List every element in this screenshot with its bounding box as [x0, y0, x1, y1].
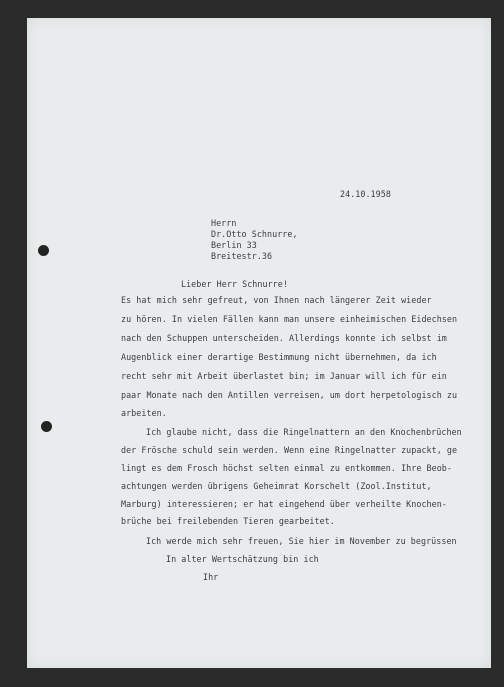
letter-sheet — [27, 18, 491, 668]
para1-line-1: Es hat mich sehr gefreut, von Ihnen nach längerer Zeit wieder — [121, 295, 432, 305]
letter-date: 24.10.1958 — [340, 189, 391, 199]
recipient-line-2: Dr.Otto Schnurre, — [211, 229, 298, 239]
para2-line-3: lingt es dem Frosch höchst selten einmal zu entkommen. Ihre Beob- — [121, 463, 452, 473]
para2-line-4: achtungen werden übrigens Geheimrat Korschelt (Zool.Institut, — [121, 481, 432, 491]
para2-line-6: brüche bei freilebenden Tieren gearbeitet. — [121, 516, 335, 526]
para1-line-2: zu hören. In vielen Fällen kann man unsere einheimischen Eidechsen — [121, 314, 458, 324]
recipient-line-4: Breitestr.36 — [211, 251, 273, 261]
para1-line-7: arbeiten. — [121, 408, 167, 418]
recipient-line-3: Berlin 33 — [211, 240, 257, 250]
recipient-line-1: Herrn — [211, 218, 237, 228]
closing-line: In alter Wertschätzung bin ich — [166, 554, 319, 564]
punch-hole-bottom — [41, 421, 52, 432]
para2-line-2: der Frösche schuld sein werden. Wenn eine Ringelnatter zupackt, ge — [121, 445, 458, 455]
salutation: Lieber Herr Schnurre! — [181, 279, 288, 289]
para2-line-1: Ich glaube nicht, dass die Ringelnattern an den Knochenbrüchen — [146, 427, 462, 437]
para1-line-3: nach den Schuppen unterscheiden. Allerdings konnte ich selbst im — [121, 333, 447, 343]
para1-line-4: Augenblick einer derartige Bestimmung nicht übernehmen, da ich — [121, 352, 437, 362]
para1-line-6: paar Monate nach den Antillen verreisen, um dort herpetologisch zu — [121, 390, 458, 400]
signoff: Ihr — [203, 572, 219, 582]
para3-line: Ich werde mich sehr freuen, Sie hier im November zu begrüssen — [146, 536, 457, 546]
punch-hole-top — [38, 245, 49, 256]
para1-line-5: recht sehr mit Arbeit überlastet bin; im Januar will ich für ein — [121, 371, 447, 381]
para2-line-5: Marburg) interessieren; er hat eingehend über verheilte Knochen- — [121, 499, 447, 509]
